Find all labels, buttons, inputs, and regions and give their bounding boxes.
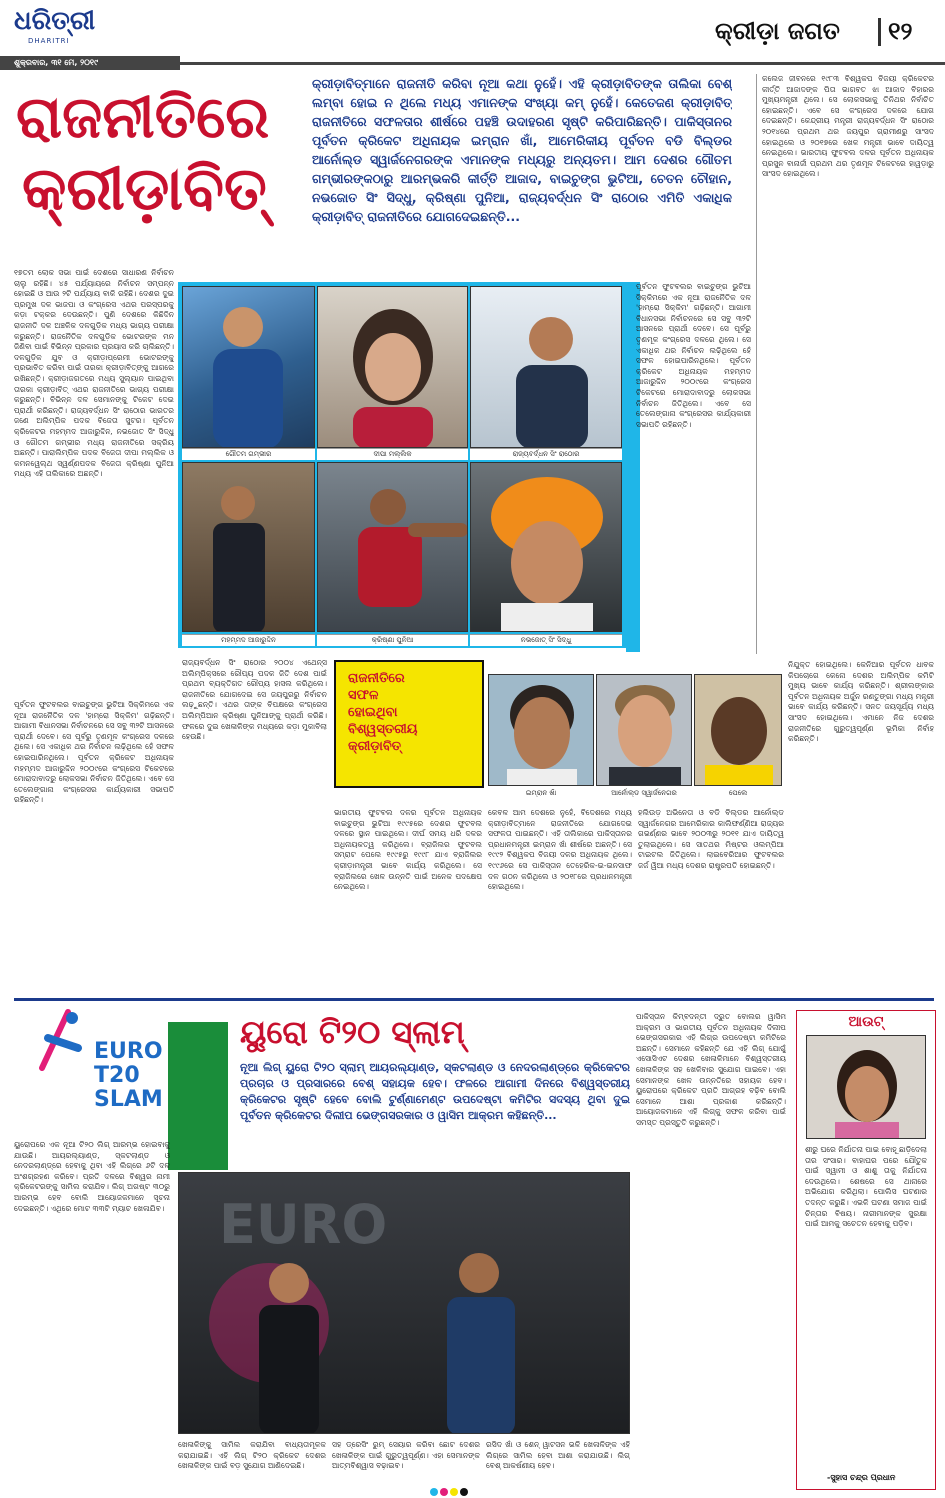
box-title-4: ବିଶ୍ୱସ୍ତରୀୟ: [348, 722, 418, 737]
person-silhouette-icon: [597, 675, 692, 786]
euro-logo-line-3: SLAM: [94, 1087, 163, 1112]
photo-pele: [694, 674, 782, 786]
headline-line-2: କ୍ରୀଡ଼ାବିତ୍: [22, 154, 267, 224]
euro-intro: ନୂଆ ଲିଗ୍ ୟୁରୋ ଟି୨୦ ସ୍ଲାମ୍ ଆୟରଲ୍ୟାଣ୍ଡ, ସ୍କଟଲାଣ୍ଡ ଓ ନେଦରଲାଣ୍ଡ୍‌ରେ କ୍ରିକେଟର ପ୍ରଚାର ଓ ପ୍ରସାରରେ ବେଶ୍ ସହାୟକ ହେବ। ଫଳରେ ଆଗାମୀ ଦିନରେ ବିଶ୍ୱସ୍ତରୀୟ କ୍ରିକେଟର ସୃଷ୍ଟି ହେବେ ବୋଲି ଟୁର୍ଣ୍ଣାମେଣ୍ଟ ଉପଦେଷ୍ଟା କମିଟିର ସଦସ୍ୟ ଥିବା ଦୁଇ ପୂର୍ବତନ କ୍ରିକେଟର ଦିଲୀପ ଭେଙ୍ଗସରକାର ଓ ୱାସିମ ଆକ୍ରମ କହିଛନ୍ତି...: [240, 1061, 630, 1122]
person-silhouette-icon: [695, 675, 782, 786]
euro-logo-line-2: T20: [94, 1063, 140, 1088]
out-box-author: -ସୁହାସ ଚନ୍ଦ୍ର ପ୍ରଧାନ: [827, 1473, 896, 1482]
person-silhouette-icon: [807, 1036, 926, 1139]
left-body-column: ୧୭ତମ ଲୋକ ସଭା ପାଇଁ ଦେଶରେ ସାଧାରଣ ନିର୍ବାଚନ ଚାଲୁ ରହିଛି। ୪୫ ପର୍ଯ୍ୟାୟରେ ନିର୍ବାଚନ ସମ୍ପନ୍ନ ହୋଇଛି ଓ ଆଉ ୨ଟି ପର୍ଯ୍ୟାୟ ବାକି ରହିଛି। ଦେଶର ଦୁଇ ପ୍ରମୁଖ ଦଳ ଭାଜପା ଓ କଂଗ୍ରେସ ଏଥର ପରସ୍ପରକୁ କଡ଼ା ଟକ୍କର ଦେଉଛନ୍ତି। ପୁଣି ଦେଶରେ କିଛିଦିନ ରାଜନୀତି ଦଳ ଅଞ୍ଚଳିକ ଦଳଗୁଡ଼ିକ ମଧ୍ୟ ଭାଗ୍ୟ ପରୀକ୍ଷା କରୁଛନ୍ତି। ରାଜନୈତିକ ଦଳଗୁଡ଼ିକ ଭୋଟରଙ୍କ ମନ ଜିଣିବା ପାଇଁ ବିଭିନ୍ନ ପ୍ରକାର ପ୍ରୟାସ କରି ଚାଲିଛନ୍ତି। ଦଳଗୁଡ଼ିକ ଯୁବ ଓ କ୍ରୀଡ଼ାପ୍ରେମୀ ଭୋଟରଙ୍କୁ ପ୍ରଭାବିତ କରିବା ପାଇଁ ତାରକା କ୍ରୀଡ଼ାବିତ୍‌ଙ୍କୁ ଆଗରେ ରଖିଛନ୍ତି। କ୍ରୀଡ଼ାଜଗତରେ ମଧ୍ୟ ସୁଲ୍ୟାନ ପାଇଥିବା ତାରକା କ୍ରୀଡ଼ାବିତ୍ ଏଥର ରାଜନୀତିରେ ଭାଗ୍ୟ ପରୀକ୍ଷା କରୁଛନ୍ତି। ବିଭିନ୍ନ ଦଳ ସେମାନଙ୍କୁ ଟିକେଟ ଦେଇ ପ୍ରାର୍ଥୀ କରିଛନ୍ତି। ରାଜ୍ୟବର୍ଦ୍ଧନ ସିଂ ରାଠୋର ଭାରତର ଜଣେ ଅଲିମ୍ପିକ ପଦକ ବିଜେତା ସୁଟର। ପୂର୍ବତନ କ୍ରିକେଟର ମହମ୍ମଦ ଆଜାରୁଦ୍ଦିନ, ନଭଜୋତ ସିଂ ସିଦ୍ଧୁ ଓ ଗୌତମ ଗମ୍ଭୀର ମଧ୍ୟ ରାଜନୀତିରେ ସକ୍ରିୟ ଅଛନ୍ତି। ପାରାଲିମ୍ପିକ ପଦକ ବିଜେତା ଦୀପା ମଲ୍ଲିକ ଓ କମନୱେଲ୍ଥ ସ୍ୱର୍ଣ୍ଣପଦକ ବିଜେତା କ୍ରିଷ୍ଣା ପୁନିଆ ମଧ୍ୟ ଏହି ତାଲିକାରେ ଅଛନ୍ତି।: [14, 268, 174, 479]
person-silhouette-icon: [183, 463, 315, 632]
caption-imran: ଇମ୍ରାନ ଖାଁ: [488, 788, 594, 800]
logo-text: ଧରିତ୍ରୀ: [14, 6, 96, 36]
box-title-1: ରାଜନୀତିରେ: [348, 671, 405, 686]
logo-sub: DHARITRI: [28, 37, 70, 45]
caption-arnold: ଆର୍ନୋଲ୍ଡ ସ୍ୱାର୍ଜନେଗର: [596, 788, 692, 800]
euro-bottom-col-3: ରସିଦ ଖାଁ ଓ ଶେନ୍ ୱାଟସନ ଭଳି ଖେଳାଳିଙ୍କ ଏହି ଲିଗ୍‌ରେ ସାମିଲ ହେବା ଆଶା କରାଯାଉଛି। ଲିଗ୍ ବେଶ୍ ଆକର୍ଷଣୀୟ ହେବ।: [486, 1440, 630, 1471]
photo-navjot-sidhu: [470, 462, 622, 632]
middle-body-column-4: ହଲିଉଡ଼ ଅଭିନେତା ଓ ବଡି ବିଲ୍ଡର ଆର୍ନୋଲ୍ଡ ସ୍ୱାର୍ଜନେଗର ଆମେରିକାର କାଲିଫର୍ଣ୍ଣିଆ ରାଜ୍ୟର ଗଭର୍ଣ୍ଣର ଭାବେ ୨୦୦୩ରୁ ୨୦୧୧ ଯାଏ ଦାୟିତ୍ୱ ତୁଲାଇଥିଲେ। ସେ ସାତଥର ମିଷ୍ଟର ଓଲମ୍ପିଆ ଟାଇଟଲ ଜିତିଥିଲେ। ଲାଇବେରିଆର ଫୁଟବଲର ଜର୍ଜ ୱିଆ ମଧ୍ୟ ଦେଶର ରାଷ୍ଟ୍ରପତି ହୋଇଛନ୍ତି।: [638, 808, 784, 870]
registration-mark-yellow: [450, 1488, 458, 1496]
registration-mark-black: [460, 1488, 468, 1496]
photo-out-woman: [806, 1035, 926, 1139]
caption-pele: ପେଲେ: [694, 788, 782, 800]
euro-bottom-col-1: ଖେଳାଳିଙ୍କୁ ସାମିଲ କରାଯିବା ବାଧ୍ୟତାମୂଳକ କରାଯାଇଛି। ଏହି ଲିଗ୍ ଟି୨୦ କ୍ରିକେଟ ଦେଶର ଖେଳାଳିଙ୍କ ପାଇଁ ବଡ଼ ସୁଯୋଗ ଆଣିଦେଇଛି।: [178, 1440, 326, 1471]
middle-body-column-3: କେବଳ ଆମ ଦେଶରେ ନୁହେଁ, ବିଦେଶରେ ମଧ୍ୟ କ୍ରୀଡ଼ାବିତ୍‌ମାନେ ରାଜନୀତିରେ ଯୋଗଦେଇ ସଫଳତା ପାଇଛନ୍ତି। ଏହି ତାଲିକାରେ ପାକିସ୍ତାନର ପ୍ରଧାନମନ୍ତ୍ରୀ ଇମ୍ରାନ ଖାଁ ଶୀର୍ଷରେ ଅଛନ୍ତି। ସେ ୧୯୯୨ ବିଶ୍ୱକପ ବିଜୟୀ ଦଳର ଅଧିନାୟକ ଥିଲେ। ୧୯୯୬ରେ ସେ ପାକିସ୍ତାନ ତେହେରିକ-ଇ-ଇନସାଫ ଦଳ ଗଠନ କରିଥିଲେ ଓ ୨୦୧୮ରେ ପ୍ରଧାନମନ୍ତ୍ରୀ ହୋଇଥିଲେ।: [488, 808, 632, 892]
euro-body-left: ୟୁରୋପରେ ଏକ ନୂଆ ଟି୨୦ ଲିଗ୍ ଆରମ୍ଭ ହୋଇବାକୁ ଯାଉଛି। ଆୟରଲ୍ୟାଣ୍ଡ, ସ୍କଟଲାଣ୍ଡ ଓ ନେଦରଲାଣ୍ଡ୍‌ରେ ହେବାକୁ ଥିବା ଏହି ଲିଗ୍‌ରେ ୬ଟି ଦଳ ଅଂଶଗ୍ରହଣ କରିବେ। ପ୍ରତି ଦଳରେ ବିଶ୍ୱର ନାମୀ କ୍ରିକେଟରଙ୍କୁ ସାମିଲ କରାଯିବ। ଲିଗ୍ ଅଗଷ୍ଟ ୩୦ରୁ ଆରମ୍ଭ ହେବ ବୋଲି ଆୟୋଜକମାନେ ସୂଚନା ଦେଇଛନ୍ତି। ଏଥିରେ ମୋଟ ୩୩ଟି ମ୍ୟାଚ ଖେଳାଯିବ।: [14, 1140, 170, 1213]
caption-gambhir: ଗୌତମ ଗମ୍ଭୀର: [182, 448, 315, 460]
section-title: କ୍ରୀଡ଼ା ଜଗତ: [715, 17, 840, 45]
euro-green-panel: [168, 1022, 228, 1170]
out-box-text: ଶୀରୁ ଘରେ ନିର୍ଯାତନା ପାଇ ବୋହୂ ଛାଡ଼ିଦେଲା ତାର ସଂସାର। ବାହାଘର ପରେ ଯୌତୁକ ପାଇଁ ସ୍ୱାମୀ ଓ ଶାଶୁ ତାକୁ ନିର୍ଯାତନା ଦେଉଥିଲେ। ଶେଷରେ ସେ ଥାନାରେ ଅଭିଯୋଗ କରିଥିଲା। ପୋଲିସ ଘଟଣାର ତଦନ୍ତ କରୁଛି। ଏଭଳି ଘଟଣା ସମାଜ ପାଇଁ ଚିନ୍ତାର ବିଷୟ। ନାରୀମାନଙ୍କ ସୁରକ୍ଷା ପାଇଁ ଆମକୁ ସଚେତନ ହେବାକୁ ପଡ଼ିବ।: [805, 1145, 927, 1229]
caption-azharuddin: ମହମ୍ମଦ ଆଜାରୁଦ୍ଦିନ: [182, 634, 315, 646]
event-photo-graphic: [179, 1173, 630, 1434]
photo-krishna-poonia: [317, 462, 468, 632]
caption-rathore: ରାଜ୍ୟବର୍ଦ୍ଧନ ସିଂ ରାଠୋର: [470, 448, 622, 460]
photo-deepa-malik: [317, 286, 468, 448]
photo-imran-khan: [488, 674, 594, 786]
right-body-column-2: କଲେଜ ଜୀବନରେ ୧୯୮୩ ବିଶ୍ୱକପ ବିଜୟୀ କ୍ରିକେଟର କୀର୍ତ୍ତି ଆଜାଦଙ୍କ ପିତା ଭାଗବତ ଝା ଆଜାଦ ବିହାରର ମୁଖ୍ୟମନ୍ତ୍ରୀ ଥିଲେ। ସେ ଲୋକସଭାକୁ ତିନିଥର ନିର୍ବାଚିତ ହୋଇଛନ୍ତି। ଏବେ ସେ କଂଗ୍ରେସ ଦଳରେ ଯୋଗ ଦେଇଛନ୍ତି। କେନ୍ଦ୍ରୀୟ ମନ୍ତ୍ରୀ ରାଜ୍ୟବର୍ଦ୍ଧନ ସିଂ ରାଠୋର ୨୦୧୪ରେ ପ୍ରଥମ ଥର ଜୟପୁର ଗ୍ରାମୀଣରୁ ସାଂସଦ ହୋଇଥିଲେ ଓ ୨୦୧୭ରେ ଖେଳ ମନ୍ତ୍ରୀ ଭାବେ ଦାୟିତ୍ୱ ନେଇଥିଲେ। ଭାରତୀୟ ଫୁଟବଲ ଦଳର ପୂର୍ବତନ ଅଧିନାୟକ ପ୍ରସୁନ ବାନାର୍ଜୀ ପ୍ରଥମ ଥର ତୃଣମୂଳ ଟିକେଟରେ ହାୱଡ଼ାରୁ ସାଂସଦ ହୋଇଥିଲେ।: [762, 74, 934, 179]
euro-bottom-col-2: ସହ ଡ୍ରେସିଂ ରୁମ୍ ସେୟାର କରିବା ଛୋଟ ଦେଶର ଖେଳାଳିଙ୍କ ପାଇଁ ଗୁରୁତ୍ୱପୂର୍ଣ୍ଣ। ଏହା ସେମାନଙ୍କ ଆତ୍ମବିଶ୍ୱାସ ବଢ଼ାଇବ।: [332, 1440, 480, 1471]
header-rule: [180, 62, 945, 65]
middle-body-column-2: ଭାରତୀୟ ଫୁଟବଲ ଦଳର ପୂର୍ବତନ ଅଧିନାୟକ ବାଇଚୁଙ୍ଗ ଭୁଟିଆ ୧୯୯୫ରେ ଦେଶର ଫୁଟବଲ ଦଳରେ ସ୍ଥାନ ପାଇଥିଲେ। ଦୀର୍ଘ ସମୟ ଧରି ଦଳର ଅଧିନାୟକତ୍ୱ କରିଥିଲେ। ବ୍ରାଜିଲର ଫୁଟବଲ ସମ୍ରାଟ ପେଲେ ୧୯୯୫ରୁ ୧୯୯୮ ଯାଏ ବ୍ରାଜିଲର କ୍ରୀଡ଼ାମନ୍ତ୍ରୀ ଭାବେ କାର୍ଯ୍ୟ କରିଥିଲେ। ସେ ବ୍ରାଜିଲରେ ଖେଳ ଉନ୍ନତି ପାଇଁ ଅନେକ ପଦକ୍ଷେପ ନେଇଥିଲେ।: [334, 808, 482, 892]
box-title-3: ହୋଇଥିବା: [348, 705, 398, 720]
person-silhouette-icon: [318, 463, 468, 632]
out-box: [796, 1010, 936, 1490]
page-number: ୧୨: [888, 17, 913, 45]
left-body-column-2: ପୂର୍ବତନ ଫୁଟବଲର ବାଇଚୁଙ୍ଗ ଭୁଟିଆ ସିକ୍କିମରେ ଏକ ନୂଆ ରାଜନୈତିକ ଦଳ 'ହାମ୍ରୋ ସିକ୍କିମ' ଗଢ଼ିଛନ୍ତି। ଆଗାମୀ ବିଧାନସଭା ନିର୍ବାଚନରେ ସେ ସବୁ ୩୨ଟି ଆସନରେ ପ୍ରାର୍ଥୀ ଦେବେ। ସେ ପୂର୍ବରୁ ତୃଣମୂଳ କଂଗ୍ରେସ ଦଳରେ ଥିଲେ। ସେ ଏକାଧିକ ଥର ନିର୍ବାଚନ ଲଢ଼ିଥିଲେ ହେଁ ସଫଳ ହୋଇପାରିନଥିଲେ। ପୂର୍ବତନ କ୍ରିକେଟ ଅଧିନାୟକ ମହମ୍ମଦ ଆଜାରୁଦ୍ଦିନ ୨୦୦୯ରେ କଂଗ୍ରେସ ଟିକେଟରେ ମୋରାଦାବାଦରୁ ଲୋକସଭା ନିର୍ବାଚନ ଜିତିଥିଲେ। ଏବେ ସେ ତେଲେଙ୍ଗାନା କଂଗ୍ରେସର କାର୍ଯ୍ୟକାରୀ ସଭାପତି ରହିଛନ୍ତି।: [14, 700, 174, 805]
person-silhouette-icon: [183, 287, 315, 448]
masthead-logo: [14, 6, 94, 46]
registration-mark-cyan: [430, 1488, 438, 1496]
caption-sidhu: ନଭଜୋତ୍ ସିଂ ସିଦ୍ଧୁ: [470, 634, 622, 646]
photo-rajyavardhan-rathore: [470, 286, 622, 448]
person-silhouette-icon: [318, 287, 468, 448]
intl-sportsmen-box: [334, 660, 484, 788]
euro-headline: ୟୁରୋ ଟି୨୦ ସ୍ଲାମ୍: [240, 1013, 465, 1051]
euro-t20-logo: [14, 1008, 194, 1128]
person-silhouette-icon: [489, 675, 594, 786]
section-divider: [878, 18, 881, 46]
cricket-batsman-icon: [28, 1008, 88, 1078]
caption-poonia: କ୍ରିଷ୍ଣା ପୁନିଆ: [317, 634, 468, 646]
svg-text:EURO: EURO: [219, 1193, 388, 1256]
out-box-title: ଆଉଟ୍: [848, 1014, 884, 1030]
right-body-column-1: ପୂର୍ବତନ ଫୁଟବଲର ବାଇଚୁଙ୍ଗ ଭୁଟିଆ ସିକ୍କିମରେ ଏକ ନୂଆ ରାଜନୈତିକ ଦଳ 'ହାମ୍ରୋ ସିକ୍କିମ' ଗଢ଼ିଛନ୍ତି। ଆଗାମୀ ବିଧାନସଭା ନିର୍ବାଚନରେ ସେ ସବୁ ୩୨ଟି ଆସନରେ ପ୍ରାର୍ଥୀ ଦେବେ। ସେ ପୂର୍ବରୁ ତୃଣମୂଳ କଂଗ୍ରେସ ଦଳରେ ଥିଲେ। ସେ ଏକାଧିକ ଥର ନିର୍ବାଚନ ଲଢ଼ିଥିଲେ ହେଁ ସଫଳ ହୋଇପାରିନଥିଲେ। ପୂର୍ବତନ କ୍ରିକେଟ ଅଧିନାୟକ ମହମ୍ମଦ ଆଜାରୁଦ୍ଦିନ ୨୦୦୯ରେ କଂଗ୍ରେସ ଟିକେଟରେ ମୋରାଦାବାଦରୁ ଲୋକସଭା ନିର୍ବାଚନ ଜିତିଥିଲେ। ଏବେ ସେ ତେଲେଙ୍ଗାନା କଂଗ୍ରେସର କାର୍ଯ୍ୟକାରୀ ସଭାପତି ରହିଛନ୍ତି।: [636, 282, 751, 429]
caption-deepa: ଦୀପା ମଲ୍ଲିକ: [317, 448, 468, 460]
euro-logo-line-1: EURO: [94, 1039, 163, 1064]
middle-body-column: ରାଜ୍ୟବର୍ଦ୍ଧନ ସିଂ ରାଠୋର ୨୦୦୪ ଏଥେନ୍ସ ଅଲିମ୍ପିକ୍ସରେ ରୌପ୍ୟ ପଦକ ଜିତି ଦେଶ ପାଇଁ ପ୍ରଥମ ବ୍ୟକ୍ତିଗତ ରୌପ୍ୟ ହାସଲ କରିଥିଲେ। ରାଜନୀତିରେ ଯୋଗଦେଇ ସେ ଜୟପୁରରୁ ନିର୍ବାଚନ ଲଢ଼ୁଛନ୍ତି। ଏଥର ତାଙ୍କ ବିପକ୍ଷରେ କଂଗ୍ରେସ ଅଲିମ୍ପିଆନ କ୍ରିଷ୍ଣା ପୁନିଆଙ୍କୁ ପ୍ରାର୍ଥୀ କରିଛି। ଫଳରେ ଦୁଇ ଖେଳାଳିଙ୍କ ମଧ୍ୟରେ କଡ଼ା ମୁକାବିଲା ହେଉଛି।: [182, 658, 327, 742]
photo-gautam-gambhir: [182, 286, 315, 448]
person-silhouette-icon: [471, 287, 622, 448]
section-separator: [14, 998, 934, 1001]
box-title-2: ସଫଳ: [348, 688, 379, 703]
photo-azharuddin: [182, 462, 315, 632]
registration-mark-magenta: [440, 1488, 448, 1496]
euro-body-right: ପାକିସ୍ତାନ କିମ୍ବଦନ୍ତୀ ଦ୍ରୁତ ବୋଲର ୱାସିମ ଆକ୍ରମ ଓ ଭାରତୀୟ ପୂର୍ବତନ ଅଧିନାୟକ ଦିଲୀପ ଭେଙ୍ଗସରକାର ଏହି ଲିଗ୍‌ର ଉପଦେଷ୍ଟା କମିଟିରେ ଅଛନ୍ତି। ସେମାନେ କହିଛନ୍ତି ଯେ ଏହି ଲିଗ୍ ଯୋଗୁଁ ଏସୋସିଏଟ ଦେଶର ଖେଳାଳିମାନେ ବିଶ୍ୱସ୍ତରୀୟ ଖେଳାଳିଙ୍କ ସହ ଖେଳିବାର ସୁଯୋଗ ପାଇବେ। ଏହା ସେମାନଙ୍କ ଖେଳ ଉନ୍ନତିରେ ସହାୟକ ହେବ। ୟୁରୋପରେ କ୍ରିକେଟ ପ୍ରତି ଆଗ୍ରହ ବଢ଼ିବ ବୋଲି ସେମାନେ ଆଶା ପ୍ରକାଶ କରିଛନ୍ତି। ଆୟୋଜକମାନେ ଏହି ଲିଗ୍‌କୁ ସଫଳ କରିବା ପାଇଁ ସମସ୍ତ ପ୍ରସ୍ତୁତି କରୁଛନ୍ତି।: [636, 1012, 786, 1127]
photo-euro-t20-event: [178, 1172, 630, 1434]
right-body-column-3: ନିଯୁକ୍ତ ହୋଇଥିଲେ। କେନିଆର ପୂର୍ବତନ ଧାବକ କିପଚୋଗେ କେନୋ ଦେଶର ଅଲିମ୍ପିକ କମିଟି ମୁଖ୍ୟ ଭାବେ କାର୍ଯ୍ୟ କରିଛନ୍ତି। ଶ୍ରୀଲଙ୍କାର ପୂର୍ବତନ ଅଧିନାୟକ ଅର୍ଜୁନ ରଣତୁଙ୍ଗା ମଧ୍ୟ ମନ୍ତ୍ରୀ ଭାବେ କାର୍ଯ୍ୟ କରିଛନ୍ତି। ସନତ ଜୟସୂର୍ଯ୍ୟ ମଧ୍ୟ ସାଂସଦ ହୋଇଥିଲେ। ଏମାନେ ନିଜ ଦେଶର ରାଜନୀତିରେ ଗୁରୁତ୍ୱପୂର୍ଣ୍ଣ ଭୂମିକା ନିର୍ବାହ କରିଛନ୍ତି।: [788, 660, 934, 744]
box-title-5: କ୍ରୀଡ଼ାବିତ୍: [348, 739, 402, 754]
headline-line-1: ରାଜନୀତିରେ: [16, 83, 270, 151]
photo-arnold: [596, 674, 692, 786]
person-silhouette-icon: [471, 463, 622, 632]
lead-intro: କ୍ରୀଡ଼ାବିତ୍‌ମାନେ ରାଜନୀତି କରିବା ନୂଆ କଥା ନୁହେଁ। ଏହି କ୍ରୀଡ଼ାବିତଙ୍କ ତାଲିକା ବେଶ୍ ଲମ୍ବା ହୋଇ ନ ଥିଲେ ମଧ୍ୟ ଏମାନଙ୍କ ସଂଖ୍ୟା କମ୍ ନୁହେଁ। କେତେଜଣ କ୍ରୀଡ଼ାବିତ୍ ରାଜନୀତିରେ ସଫଳତାର ଶୀର୍ଷରେ ପହଞ୍ଚି ଉଦାହରଣ ସୃଷ୍ଟି କରିପାରିଛନ୍ତି। ପାକିସ୍ତାନର ପୂର୍ବତନ କ୍ରିକେଟ ଅଧିନାୟକ ଇମ୍ରାନ ଖାଁ, ଆମେରିକୀୟ ପୂର୍ବତନ ବଡି ବିଲ୍ଡର ଆର୍ନୋଲ୍ଡ ସ୍ୱାର୍ଜନେଗରଙ୍କ ଏମାନଙ୍କ ମଧ୍ୟରୁ ଅନ୍ୟତମ। ଆମ ଦେଶର ଗୌତମ ଗମ୍ଭୀରଙ୍କଠାରୁ ଆରମ୍ଭକରି କୀର୍ତ୍ତି ଆଜାଦ, ବାଇଚୁଙ୍ଗ ଭୁଟିଆ, ଚେତନ ଚୌହାନ, ନଭଜୋତ ସିଂ ସିଦ୍ଧୁ, କ୍ରିଷ୍ଣା ପୁନିଆ, ରାଜ୍ୟବର୍ଦ୍ଧନ ସିଂ ରାଠୋର ଏମିତି ଏକାଧିକ କ୍ରୀଡ଼ାବିତ୍ ରାଜନୀତିରେ ଯୋଗଦେଇଛନ୍ତି...: [312, 76, 732, 224]
date-line: ଶୁକ୍ରବାର, ୩୧ ମେ, ୨୦୧୯: [14, 58, 99, 67]
column-rule: [756, 74, 757, 654]
